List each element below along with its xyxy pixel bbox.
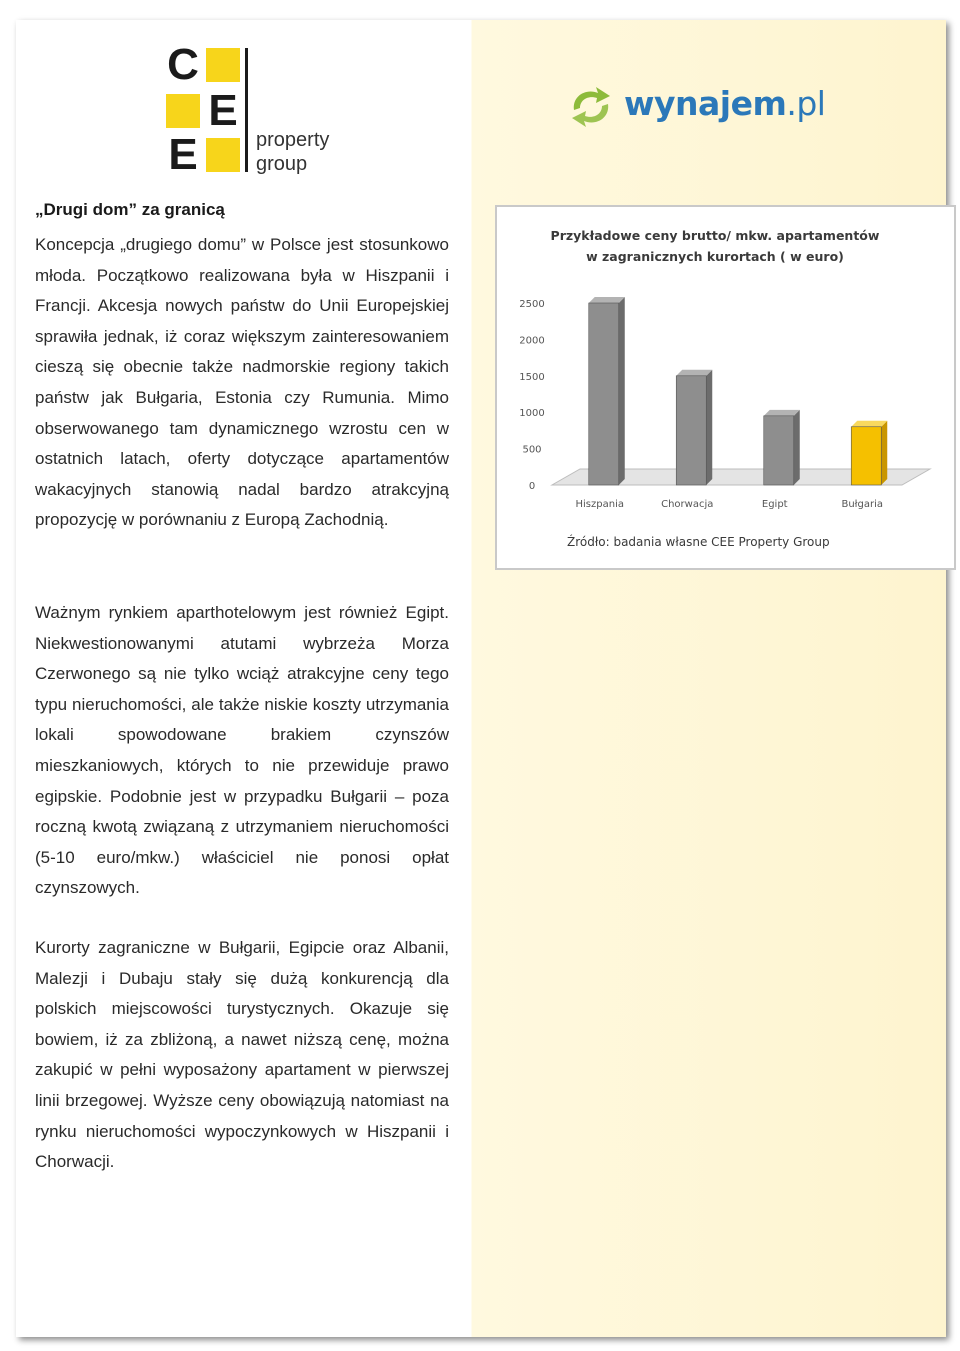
chart-title-line-2: w zagranicznych kurortach ( w euro) [586,249,844,264]
wynajem-wordmark [624,84,825,123]
y-tick-label: 0 [528,481,536,492]
bar-egipt [764,416,794,485]
x-category-label: Egipt [761,499,788,510]
x-category-label: Hiszpania [575,499,624,510]
price-chart-svg [497,207,954,568]
logo-letter-c: C [167,40,199,89]
article-paragraph-1: Koncepcja „drugiego domu” w Polsce jest stosunkowo młoda. Początkowo realizowana była w Hiszpanii i Francji. Akcesja nowych państw do Unii Europejskiej sprawiła jednak, iż coraz większym zainteresowaniem cieszą się obecnie także nadmorskie regiony takich państw jak Bułgaria, Estonia czy Rumunia. Mimo obserwowanego tam dynamicznego wzrostu cen w ostatnich latach, oferty dotyczące apartamentów wakacyjnych stanowią nadal bardzo atrakcyjną propozycję w porównaniu z Europą Zachodnią. [35,235,449,530]
y-tick-label: 1500 [519,371,545,383]
article-heading: „Drugi dom” za granicą [35,200,225,219]
logo-subtitle-line: group [256,153,308,175]
logo-subtitle [256,128,329,176]
bar-side [619,297,625,485]
chart-title-line-1: Przykładowe ceny brutto/ mkw. apartamentów [550,228,880,243]
cee-property-group-logo [166,40,366,179]
y-tick-label: 2000 [519,335,545,347]
wordmark-tld: .pl [786,84,826,123]
article-paragraph-2: Ważnym rynkiem aparthotelowym jest również Egipt. Niekwestionowanymi atutami wybrzeża Morza Czerwonego są nie tylko wciąż atrakcyjne ceny tego typu nieruchomości, ale także niskie koszty utrzymania lokali spowodowane brakiem czynszów mieszkaniowych, których to nie przewiduje prawo egipskie. Podobnie jest w przypadku Bułgarii – poza roczną kwotą związaną z utrzymaniem nieruchomości (5-10 euro/mkw.) właściciel nie ponosi opłat czynszowych. [35,603,449,898]
article-paragraph-3: Kurorty zagraniczne w Bułgarii, Egipcie oraz Albanii, Malezji i Dubaju stały się dużą konkurencją dla polskich miejscowości turystycznych. Okazuje się bowiem, iż za zbliżoną, a nawet niższą cenę, można zakupić w pełni wyposażony apartament w pierwszej linii brzegowej. Wyższe ceny obowiązują natomiast na rynku nieruchomości wypoczynkowych w Hiszpanii i Chorwacji. [35,938,449,1172]
chart-source: Źródło: badania własne CEE Property Group [567,535,830,549]
bar-bułgaria [851,427,881,485]
logo-divider [245,48,248,172]
logo-subtitle-line: property [256,129,330,151]
bar-hiszpania [589,303,619,485]
y-tick-label: 2500 [519,299,545,310]
logo-yellow-square [166,94,200,128]
y-tick-label: 1000 [519,408,545,420]
logo-yellow-square [206,48,240,82]
swirl-arrows-icon [566,84,616,130]
bar-side [794,410,800,485]
bar-top [764,410,800,416]
logo-letter-e: E [168,130,198,179]
wordmark-name: wynajem [624,84,787,123]
bar-side [881,421,887,485]
wynajem-logo [566,82,826,132]
y-tick-label: 500 [522,444,542,456]
logo-yellow-square [206,138,240,172]
x-category-label: Bułgaria [841,499,884,510]
price-chart [495,205,956,570]
bar-top [851,421,887,427]
bar-top [676,370,712,376]
logo-letter-e: E [208,86,238,135]
bar-chorwacja [676,376,706,485]
chart-bars [589,297,888,485]
x-category-label: Chorwacja [661,499,714,510]
bar-side [706,370,712,485]
bar-top [589,297,625,303]
